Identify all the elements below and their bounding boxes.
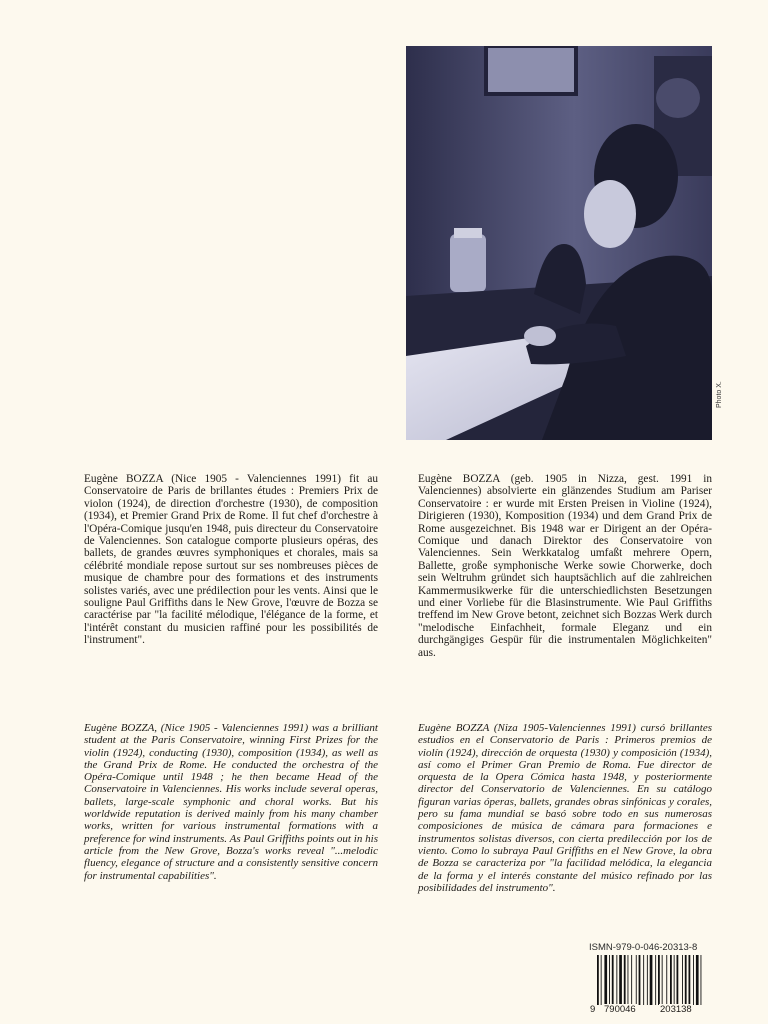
barcode-bar (647, 955, 648, 1005)
bio-german: Eugène BOZZA (geb. 1905 in Nizza, gest. 1991 in Valenciennes) absolvierte ein glänzendes Studium am Pariser Conservatoire : er wurde mit Ersten Preisen in Violine (1924), Dirigieren (1930), Komposition (1934) und dem Grand Prix de Rome ausgezeichnet. Bis 1948 war er Dirigent an der Opéra-Comique und danach Direktor des Conservatoire von Valenciennes. Sein Werkkatalog umfaßt mehrere Opern, Ballette, große symphonische Werke sowie Chorwerke, doch sein Weltruhm gründet sich hauptsächlich auf die zahlreichen Kammermusikwerke für die unterschiedlichsten Besetzungen und einer Vorliebe für die Blasinstrumente. Wie Paul Griffiths treffend im New Grove betont, zeichnet sich Bozzas Werk durch "melodische Einfachheit, formale Eleganz und ein durchgängiges Gespür für die instrumentalen Möglichkeiten" aus. (418, 473, 712, 659)
barcode-bar (639, 955, 641, 1005)
barcode (589, 955, 715, 1015)
barcode-bar (636, 955, 637, 1005)
barcode-bar (696, 955, 699, 1005)
barcode-bar (616, 955, 617, 1005)
barcode-bar (655, 955, 656, 1005)
barcode-bar (662, 955, 663, 1005)
barcode-bar (670, 955, 672, 1005)
barcode-digits-mid: 790046 (604, 1004, 636, 1015)
barcode-bar (604, 955, 607, 1005)
barcode-digit-left: 9 (590, 1004, 596, 1015)
barcode-bar (612, 955, 614, 1005)
bio-french: Eugène BOZZA (Nice 1905 - Valenciennes 1991) fit au Conservatoire de Paris de brillantes études : Premiers Prix de violon (1924), de direction d'orchestre (1930), de composition (1934), et Premier Grand Prix de Rome. Il fut chef d'orchestre à l'Opéra-Comique jusqu'en 1948, puis directeur du Conservatoire de Valenciennes. Son catalogue comporte plusieurs opéras, des ballets, de grandes œuvres symphoniques et chorales, mais sa célébrité mondiale repose surtout sur ses nombreuses pièces de musique de chambre pour des formations et des instruments solistes variés, avec une prédilection pour les vents. Ainsi que le souligne Paul Griffiths dans le New Grove, l'œuvre de Bozza se caractérise par "la facilité mélodique, l'élégance de la forme, et l'intérêt constant du musicien raffiné pour les possibilités de l'instrument". (84, 473, 378, 647)
barcode-bar (631, 955, 632, 1005)
barcode-digits-right: 203138 (660, 1004, 692, 1015)
barcode-bar (601, 955, 602, 1005)
barcode-bar (689, 955, 691, 1005)
barcode-bar (643, 955, 644, 1005)
barcode-bar (674, 955, 675, 1005)
bio-spanish: Eugène BOZZA (Niza 1905-Valenciennes 1991) cursó brillantes estudios en el Conservatorio de Paris : Primeros premios de violín (1924), dirección de orquesta (1930) y composición (1934), así como el Primer Gran Premio de Roma. Fue director de orquesta de la Opera Cómica hasta 1948, y posteriormente director del Conservatorio de Valenciennes. En su catálogo figuran varias óperas, ballets, grandes obras sinfónicas y corales, pero su fama mundial se basó sobre todo en sus numerosas composiciones de música de cámara para formaciones e instrumentos solistas diversos, con cierta predilección por los de viento. Como lo subraya Paul Griffiths en el New Grove, la obra de Bozza se caracteriza por "la facilidad melódica, la elegancia de la forma y el interés constante del músico refinado por las posibilidades del instrumento". (418, 722, 712, 894)
barcode-bar (677, 955, 679, 1005)
composer-photo-illustration (406, 46, 712, 440)
barcode-bar (650, 955, 653, 1005)
barcode-bar (624, 955, 626, 1005)
barcode-bar (628, 955, 629, 1005)
barcode-bar (682, 955, 683, 1005)
composer-photo (406, 46, 712, 440)
barcode-bar (609, 955, 610, 1005)
barcode-bar (597, 955, 599, 1005)
barcode-bar (619, 955, 622, 1005)
barcode-bar (685, 955, 687, 1005)
photo-credit: Photo X. (716, 381, 723, 408)
barcode-bar (658, 955, 660, 1005)
barcode-bar (693, 955, 694, 1005)
ismn-number: ISMN-979-0-046-20313-8 (589, 942, 698, 953)
barcode-bar (701, 955, 702, 1005)
bio-english: Eugène BOZZA, (Nice 1905 - Valenciennes 1991) was a brilliant student at the Paris Conservatoire, winning First Prizes for the violin (1924), conducting (1930), composition (1934), as well as the Grand Prix de Rome. He conducted the orchestra of the Opéra-Comique until 1948 ; he then became Head of the Conservatoire in Valenciennes. His works include several operas, ballets, large-scale symphonic and choral works. But his worldwide reputation is derived mainly from his many chamber works, written for various instrumental formations with a preference for wind instruments. As Paul Griffiths points out in his article from the New Grove, Bozza's works reveal "...melodic fluency, elegance of structure and a consistently sensitive concern for instrumental capabilities". (84, 722, 378, 882)
barcode-bar (666, 955, 667, 1005)
